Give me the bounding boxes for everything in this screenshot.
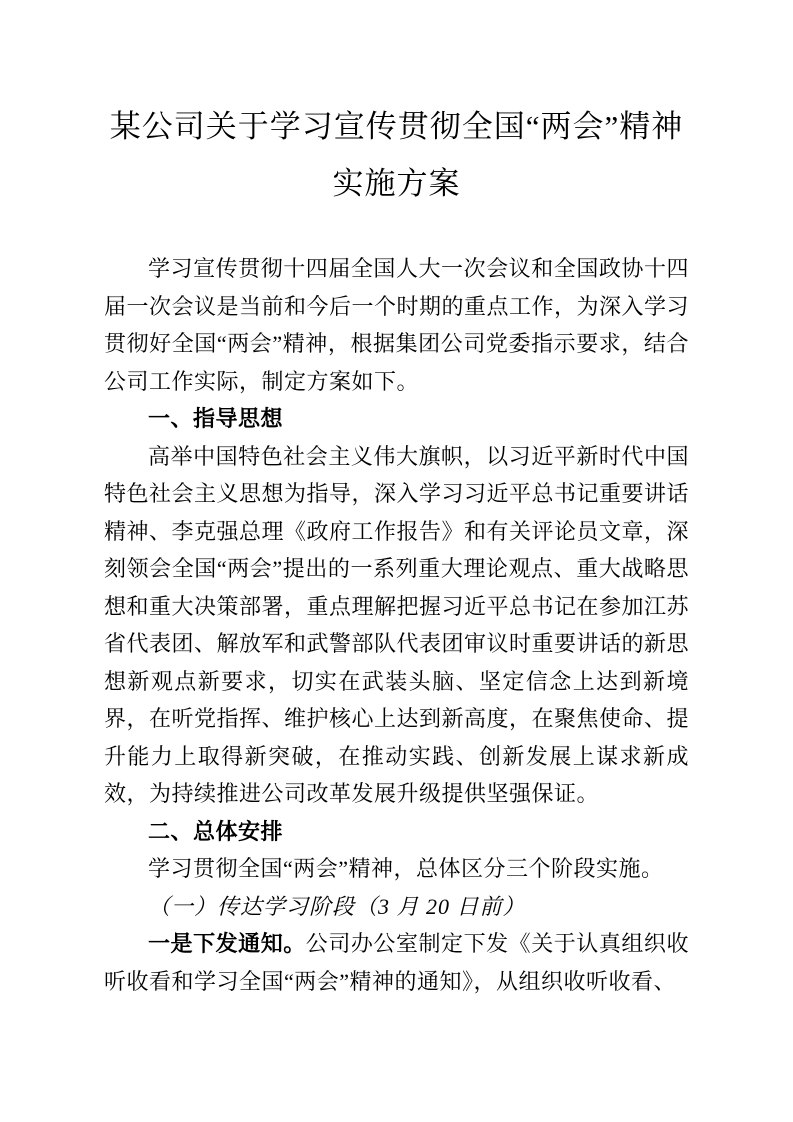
document-title — [104, 98, 689, 212]
paragraph-notice-text: 公司办公室制定下发《关于认真组织收听收看和学习全国“两会”精神的通知》，从组织收听收看、 — [104, 931, 689, 994]
document-title-line1: 某公司关于学习宣传贯彻全国“两会”精神 — [109, 109, 684, 144]
document-content — [104, 0, 689, 1000]
paragraph-notice — [104, 925, 689, 1000]
paragraph-intro: 学习宣传贯彻十四届全国人大一次会议和全国政协十四届一次会议是当前和今后一个时期的重点工作，为深入学习贯彻好全国“两会”精神，根据集团公司党委指示要求，结合公司工作实际，制定方案如下。 — [104, 256, 690, 394]
paragraph-guiding-ideology: 高举中国特色社会主义伟大旗帜，以习近平新时代中国特色社会主义思想为指导，深入学习习近平总书记重要讲话精神、李克强总理《政府工作报告》和有关评论员文章，深刻领会全国“两会”提出的一系列重大理论观点、重大战略思想和重大决策部署，重点理解把握习近平总书记在参加江苏省代表团、解放军和武警部队代表团审议时重要讲话的新思想新观点新要求，切实在武装头脑、坚定信念上达到新境界，在听党指挥、维护核心上达到新高度，在聚焦使命、提升能力上取得新突破，在推动实践、创新发展上谋求新成效，为持续推进公司改革发展升级提供坚强保证。 — [104, 443, 690, 806]
paragraph-notice-bold-lead: 一是下发通知。 — [148, 931, 306, 956]
paragraph-overall-arrangement: 学习贯彻全国“两会”精神，总体区分三个阶段实施。 — [148, 856, 664, 881]
section-heading-2: 二、总体安排 — [148, 818, 284, 844]
section-heading-1: 一、指导思想 — [148, 406, 284, 431]
document-title-line2: 实施方案 — [332, 166, 461, 201]
sub-heading-stage-1: （一）传达学习阶段（3 月 20 日前） — [148, 893, 526, 919]
